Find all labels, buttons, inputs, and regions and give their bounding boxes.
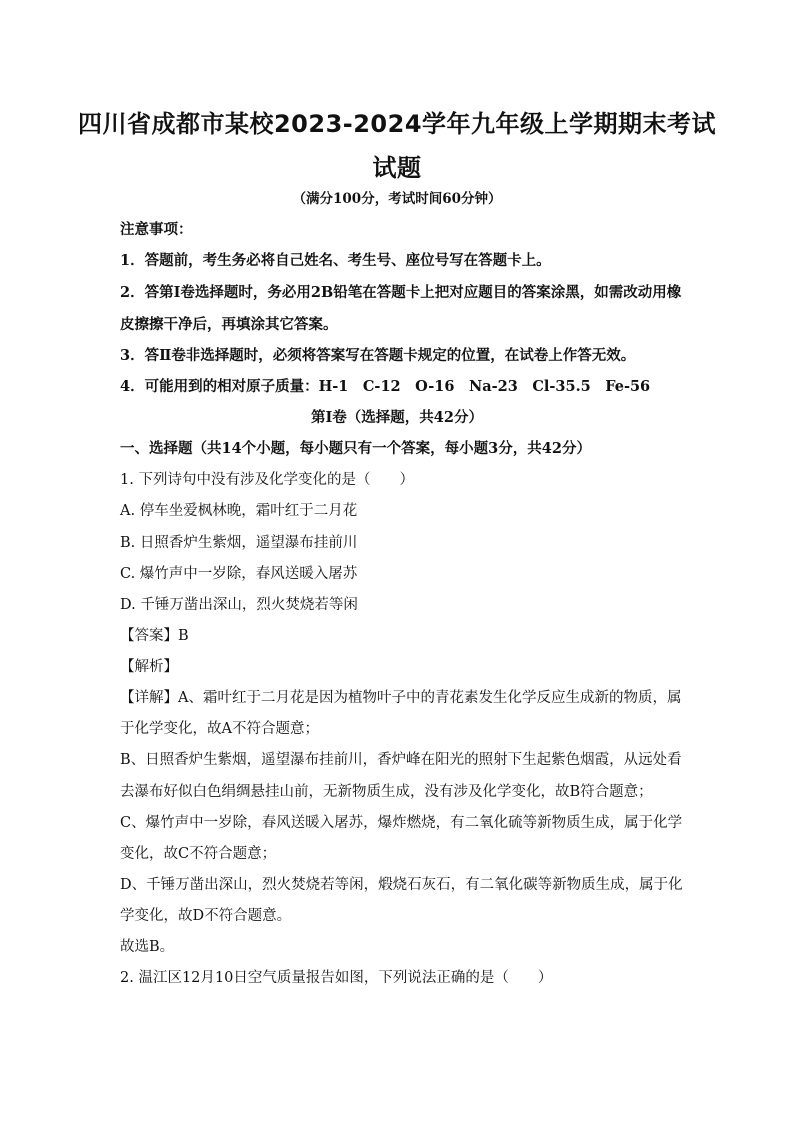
question-1-option-c: C. 爆竹声中一岁除，春风送暖入屠苏 xyxy=(120,566,358,582)
exam-info: （满分100分，考试时间60分钟） xyxy=(292,191,502,207)
part-title: 一、选择题（共14个小题，每小题只有一个答案，每小题3分，共42分） xyxy=(120,440,591,457)
question-1-option-a: A. 停车坐爱枫林晚，霜叶红于二月花 xyxy=(120,503,358,519)
question-2-stem: 2. 温江区12月10日空气质量报告如图，下列说法正确的是（ ） xyxy=(120,970,553,986)
volume-title: 第Ⅰ卷（选择题，共42分） xyxy=(311,409,483,426)
question-1-stem: 1. 下列诗句中没有涉及化学变化的是（ ） xyxy=(120,472,414,488)
question-1-detail-line: 变化，故C不符合题意； xyxy=(120,846,277,862)
question-1-option-d: D. 千锤万凿出深山，烈火焚烧若等闲 xyxy=(120,597,358,613)
question-1-detail-line: 于化学变化，故A不符合题意； xyxy=(120,721,319,737)
question-1-answer: 【答案】B xyxy=(120,628,189,644)
question-1-analysis-label: 【解析】 xyxy=(120,659,178,675)
document-title: 四川省成都市某校2023-2024学年九年级上学期期末考试 xyxy=(77,110,717,138)
question-1-detail-line: 去瀑布好似白色绢绸悬挂山前，无新物质生成，没有涉及化学变化，故B符合题意； xyxy=(120,784,653,800)
notes-heading: 注意事项： xyxy=(120,221,193,238)
note-item-3: 3．答Ⅱ卷非选择题时，必须将答案写在答题卡规定的位置，在试卷上作答无效。 xyxy=(120,347,636,364)
question-1-conclusion: 故选B。 xyxy=(120,939,175,955)
question-1-detail-line: D、千锤万凿出深山，烈火焚烧若等闲，煅烧石灰石，有二氧化碳等新物质生成，属于化 xyxy=(120,877,683,893)
note-item-2-continued: 皮擦擦干净后，再填涂其它答案。 xyxy=(120,316,338,333)
note-item-2: 2．答第Ⅰ卷选择题时，务必用2B铅笔在答题卡上把对应题目的答案涂黑，如需改动用橡 xyxy=(120,284,682,301)
question-1-detail-line: 【详解】A、霜叶红于二月花是因为植物叶子中的青花素发生化学反应生成新的物质，属 xyxy=(120,690,682,706)
question-1-option-b: B. 日照香炉生紫烟，遥望瀑布挂前川 xyxy=(120,535,358,551)
note-item-1: 1．答题前，考生务必将自己姓名、考生号、座位号写在答题卡上。 xyxy=(120,252,551,269)
question-1-detail-line: B、日照香炉生紫烟，遥望瀑布挂前川，香炉峰在阳光的照射下生起紫色烟霞，从远处看 xyxy=(120,752,682,768)
document-title-continued: 试题 xyxy=(372,154,422,182)
question-1-detail-line: C、爆竹声中一岁除，春风送暖入屠苏，爆炸燃烧，有二氧化硫等新物质生成，属于化学 xyxy=(120,815,683,831)
note-item-4: 4．可能用到的相对原子质量：H-1 C-12 O-16 Na-23 Cl-35.5 Fe-56 xyxy=(120,378,651,395)
question-1-detail-line: 学变化，故D不符合题意。 xyxy=(120,908,292,924)
